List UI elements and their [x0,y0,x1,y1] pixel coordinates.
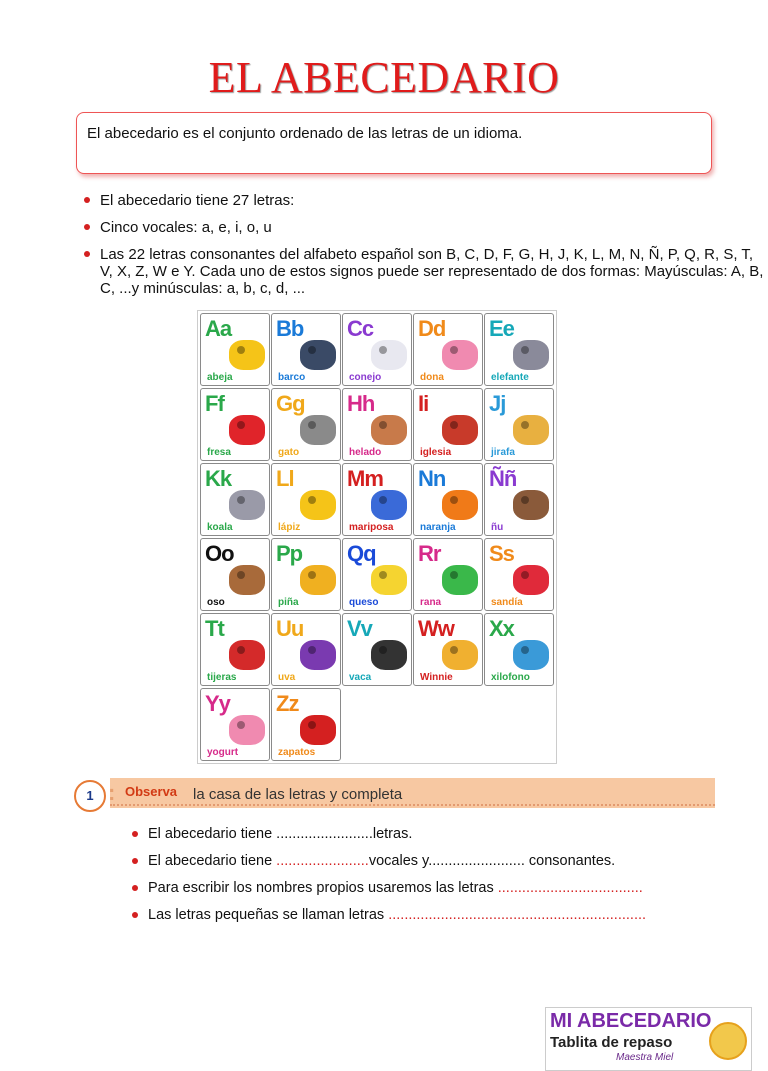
question-text: Para escribir los nombres propios usaremos las letras [148,880,498,896]
banner-title: MI ABECEDARIO [550,1010,712,1032]
elefante-picture-icon [513,340,549,370]
oso-picture-icon [229,565,265,595]
letter-card-gg [271,388,341,461]
letter-card-tt [200,613,270,686]
card-word: jirafa [491,447,515,458]
card-word: queso [349,597,379,608]
letter-card-cc [342,313,412,386]
bullet-icon [132,831,138,837]
letter-card-bb [271,313,341,386]
exercise-questions [126,826,766,934]
card-word: mariposa [349,522,394,533]
card-letter: Ff [205,391,224,416]
bullet-icon [84,251,90,257]
queso-picture-icon [371,565,407,595]
xilofono-picture-icon [513,640,549,670]
barco-picture-icon [300,340,336,370]
card-word: naranja [420,522,456,533]
letter-card-ss [484,538,554,611]
letter-card-pp [271,538,341,611]
ñu-picture-icon [513,490,549,520]
uva-picture-icon [300,640,336,670]
card-word: helado [349,447,382,458]
card-letter: Mm [347,466,383,491]
bullet-text: El abecedario tiene 27 letras: [100,192,295,209]
jirafa-picture-icon [513,415,549,445]
lápiz-picture-icon [300,490,336,520]
vaca-picture-icon [371,640,407,670]
card-word: xilofono [491,672,530,683]
letter-card-nn [413,463,483,536]
card-letter: Oo [205,541,234,566]
card-word: koala [207,522,233,533]
chart-banner [545,1007,752,1071]
question-item [126,907,766,924]
card-word: lápiz [278,522,301,533]
banner-author: Maestra Miel [616,1052,674,1063]
exercise-label: Observa [125,784,178,799]
letter-card-xx [484,613,554,686]
letter-card-ee [484,313,554,386]
letter-card-ll [271,463,341,536]
question-item [126,853,766,870]
bullet-icon [132,858,138,864]
card-letter: Gg [276,391,305,416]
card-word: abeja [207,372,233,383]
card-word: yogurt [207,747,239,758]
card-word: rana [420,597,442,608]
card-letter: Dd [418,316,446,341]
question-text: El abecedario tiene [148,853,277,869]
bullet-text: Cinco vocales: a, e, i, o, u [100,219,272,236]
card-letter: Xx [489,616,514,641]
letter-card-qq [342,538,412,611]
banner-subtitle: Tablita de repaso [550,1034,673,1051]
letter-card-yy [200,688,270,761]
colon-icon: : [108,780,116,805]
card-word: Winnie [420,672,453,683]
card-letter: Ll [276,466,294,491]
question-item [126,826,766,843]
card-letter: Ññ [489,466,517,491]
abeja-picture-icon [229,340,265,370]
helado-picture-icon [371,415,407,445]
letter-card-dd [413,313,483,386]
tijeras-picture-icon [229,640,265,670]
card-word: uva [278,672,296,683]
definition-text: El abecedario es el conjunto ordenado de las letras de un idioma. [87,125,523,142]
card-letter: Jj [489,391,506,416]
card-word: piña [278,597,299,608]
card-word: conejo [349,372,382,383]
question-text: Las letras pequeñas se llaman letras [148,907,389,923]
exercise-instruction: la casa de las letras y completa [193,786,403,803]
letter-card-zz [271,688,341,761]
card-word: dona [420,372,444,383]
card-word: iglesia [420,447,452,458]
yogurt-picture-icon [229,715,265,745]
zapatos-picture-icon [300,715,336,745]
card-letter: Kk [205,466,232,491]
conejo-picture-icon [371,340,407,370]
letter-card-kk [200,463,270,536]
koala-picture-icon [229,490,265,520]
answer-blank[interactable]: ....................... [276,853,369,869]
letter-card-mm [342,463,412,536]
letter-card-ii [413,388,483,461]
card-word: fresa [207,447,231,458]
letter-card-hh [342,388,412,461]
info-bullets [78,192,768,307]
sandía-picture-icon [513,565,549,595]
card-word: ñu [491,522,504,533]
bullet-item [78,219,768,236]
card-word: elefante [491,372,529,383]
letter-card-ww [413,613,483,686]
card-letter: Ee [489,316,514,341]
naranja-picture-icon [442,490,478,520]
card-letter: Ss [489,541,514,566]
bullet-icon [84,197,90,203]
card-word: gato [278,447,300,458]
card-letter: Aa [205,316,232,341]
letter-card-oo [200,538,270,611]
card-letter: Ii [418,391,429,416]
card-letter: Cc [347,316,374,341]
question-item [126,880,766,897]
card-letter: Bb [276,316,304,341]
dona-picture-icon [442,340,478,370]
card-letter: Zz [276,691,299,716]
answer-blank[interactable]: .................................... [497,880,643,896]
card-letter: Pp [276,541,303,566]
gato-picture-icon [300,415,336,445]
letter-card-vv [342,613,412,686]
teacher-avatar-icon [709,1022,747,1060]
letter-card-uu [271,613,341,686]
bullet-text: Las 22 letras consonantes del alfabeto español son B, C, D, F, G, H, J, K, L, M, N, Ñ, P, Q, R, S, T, V, X, Z, W e Y. Cada uno de estos signos puede ser representado de dos formas: Mayúsculas: A, B, C, ...y minúsculas: a, b, c, d, ... [100,246,764,297]
card-letter: Hh [347,391,375,416]
letter-card-ññ [484,463,554,536]
card-letter: Ww [418,616,454,641]
iglesia-picture-icon [442,415,478,445]
card-letter: Qq [347,541,376,566]
card-word: barco [278,372,306,383]
letter-card-ff [200,388,270,461]
card-letter: Nn [418,466,446,491]
card-letter: Yy [205,691,230,716]
letter-card-aa [200,313,270,386]
letter-card-rr [413,538,483,611]
card-word: vaca [349,672,372,683]
card-word: zapatos [278,747,316,758]
card-letter: Rr [418,541,441,566]
bullet-item [78,192,768,209]
card-letter: Vv [347,616,372,641]
piña-picture-icon [300,565,336,595]
bullet-icon [132,885,138,891]
rana-picture-icon [442,565,478,595]
card-word: tijeras [207,672,237,683]
fresa-picture-icon [229,415,265,445]
question-text: vocales y........................ consonantes. [368,853,616,869]
bullet-icon [84,224,90,230]
letter-card-jj [484,388,554,461]
mariposa-picture-icon [371,490,407,520]
question-text: El abecedario tiene ........................letras. [148,826,413,842]
bullet-item [78,246,768,297]
winnie-picture-icon [442,640,478,670]
exercise-number-badge: 1 [74,780,106,812]
bullet-icon [132,912,138,918]
answer-blank[interactable]: ................................................................ [388,907,647,923]
card-letter: Tt [205,616,224,641]
card-word: sandía [491,597,523,608]
definition-box [76,112,712,174]
card-word: oso [207,597,225,608]
card-letter: Uu [276,616,304,641]
page-title: EL ABECEDARIO [208,53,560,102]
